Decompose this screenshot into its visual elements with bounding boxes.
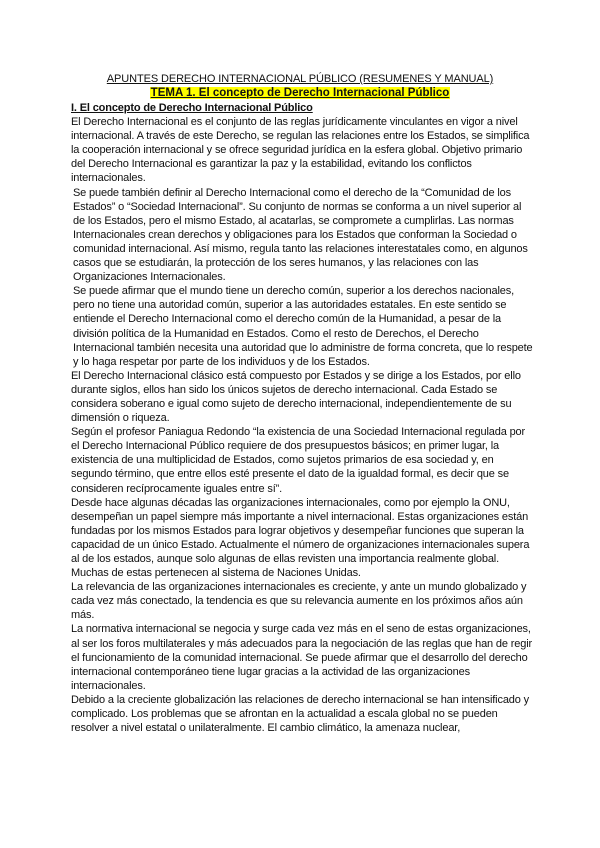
section-heading: I. El concepto de Derecho Internacional Público	[71, 102, 313, 114]
paragraph: Desde hace algunas décadas las organizaciones internacionales, como por ejemplo la ONU, desempeñan un papel siempre más importante a nivel internacional. Estas organizaciones están fundadas por los mismos Estados para lograr objetivos y desempeñar funciones que superan la capacidad de un único Estado. Actualmente el número de organizaciones internacionales supera al de los estados, aunque solo algunas de ellas revisten una importancia realmente global. Muchas de estas pertenecen al sistema de Naciones Unidas.	[71, 496, 530, 580]
paragraph: El Derecho Internacional es el conjunto de las reglas jurídicamente vinculantes en vigor a nivel internacional. A través de este Derecho, se regulan las relaciones entre los Estados, se simplifica la cooperación internacional y se ofrece seguridad jurídica en la esfera global. Objetivo primario del Derecho Internacional es garantizar la paz y la estabilidad, evitando los conflictos internacionales.	[71, 116, 530, 185]
paragraph: Según el profesor Paniagua Redondo “la existencia de una Sociedad Internacional regulada por el Derecho Internacional Público requiere de dos presupuestos básicos; en primer lugar, la existencia de una multiplicidad de Estados, como sujetos primarios de esa sociedad y, en segundo término, que entre ellos esté presente el dato de la igualdad formal, es decir que se consideren recíprocamente iguales entre sí”.	[71, 426, 526, 495]
document-title: APUNTES DERECHO INTERNACIONAL PÚBLICO (RESUMENES Y MANUAL)	[106, 73, 494, 85]
document-body	[71, 101, 534, 735]
topic-heading-text: TEMA 1. El concepto de Derecho Internacional Público	[150, 87, 450, 99]
paragraph: Se puede afirmar que el mundo tiene un derecho común, superior a los derechos nacionales, pero no tiene una autoridad común, superior a las autoridades estatales. En este sentido se entiende el Derecho Internacional como el derecho común de la Humanidad, a pesar de la división política de la Humanidad en Estados. Como el resto de Derechos, el Derecho Internacional también necesita una autoridad que lo administre de forma concreta, que lo respete y lo haga respetar por parte de los individuos y de los Estados.	[73, 285, 533, 368]
paragraph: Debido a la creciente globalización las relaciones de derecho internacional se han intensificado y complicado. Los problemas que se afrontan en la actualidad a escala global no se pueden resolver a nivel estatal o unilateralmente. El cambio climático, la amenaza nuclear,	[71, 693, 529, 735]
topic-heading	[0, 86, 600, 100]
paragraph: El Derecho Internacional clásico está compuesto por Estados y se dirige a los Estados, por ello durante siglos, ellos han sido los únicos sujetos de derecho internacional. Cada Estado se considera soberano e igual como sujeto de derecho internacional, independientemente de su dimensión o riqueza.	[71, 369, 521, 425]
paragraph: La normativa internacional se negocia y surge cada vez más en el seno de estas organizaciones, al ser los foros multilaterales y más adecuados para la negociación de las reglas que han de regir el funcionamiento de la comunidad internacional. Se puede afirmar que el desarrollo del derecho internacional contemporáneo tiene lugar gracias a la actividad de las organizaciones internacionales.	[71, 623, 533, 692]
paragraph: Se puede también definir al Derecho Internacional como el derecho de la “Comunidad de los Estados” o “Sociedad Internacional”. Su conjunto de normas se conforma a un nivel superior al de los Estados, pero el mismo Estado, al acatarlas, se compromete a cumplirlas. Las normas Internacionales crean derechos y obligaciones para los Estados que conforman la Sociedad o comunidad internacional. Así mismo, regula tanto las relaciones interestatales como, en algunos casos que se estudiarán, la protección de los seres humanos, y las relaciones con las Organizaciones Internacionales.	[73, 186, 528, 284]
paragraph: La relevancia de las organizaciones internacionales es creciente, y ante un mundo globalizado y cada vez más conectado, la tendencia es que su relevancia aumente en los próximos años aún más.	[71, 581, 527, 622]
